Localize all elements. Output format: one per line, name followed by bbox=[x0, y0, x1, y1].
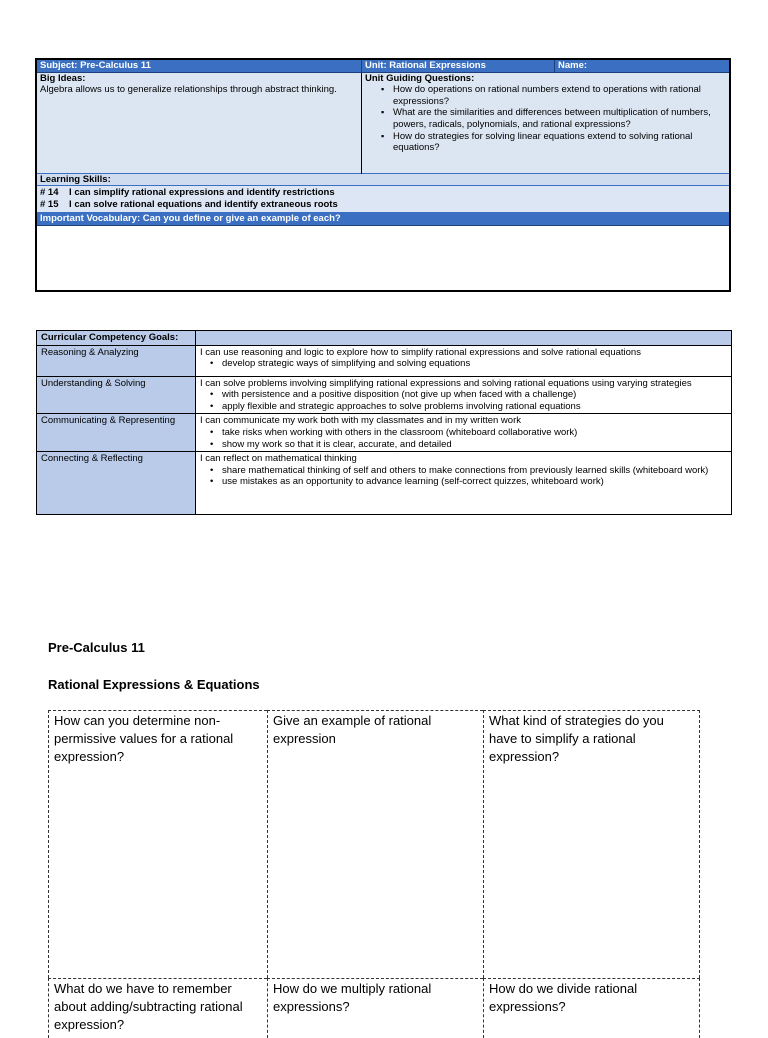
table-row bbox=[37, 345, 732, 376]
table-row bbox=[37, 376, 732, 414]
question-box[interactable] bbox=[267, 978, 483, 1038]
question-text: What kind of strategies do you have to simplify a rational expression? bbox=[489, 713, 664, 764]
vocab-area bbox=[36, 225, 730, 291]
guiding-questions-label: Unit Guiding Questions: bbox=[365, 72, 475, 84]
row-label: Communicating & Representing bbox=[37, 414, 196, 452]
row-bullet: • take risks when working with others in the classroom (whiteboard collaborative work) bbox=[210, 427, 727, 439]
unit-info-table bbox=[35, 58, 731, 292]
row-label: Connecting & Reflecting bbox=[37, 452, 196, 515]
guiding-question: ▪ How do strategies for solving linear equations extend to solving rational equations? bbox=[381, 131, 726, 154]
big-ideas-text: Algebra allows us to generalize relationships through abstract thinking. bbox=[40, 84, 337, 96]
row-bullet: • apply flexible and strategic approaches to solve problems involving rational equations bbox=[210, 401, 727, 413]
row-bullet: • share mathematical thinking of self and others to make connections from previously learned skills (whiteboard work) bbox=[210, 465, 727, 477]
row-bullet: • develop strategic ways of simplifying and solving equations bbox=[210, 358, 727, 370]
row-text: I can solve problems involving simplifying rational expressions and solving rational equations using varying strategies bbox=[200, 377, 692, 389]
subject-cell: Subject: Pre-Calculus 11 bbox=[36, 59, 362, 72]
learning-skills-label: Learning Skills: bbox=[36, 173, 730, 186]
question-box[interactable] bbox=[483, 978, 700, 1038]
question-box[interactable] bbox=[48, 710, 267, 978]
row-content bbox=[196, 376, 732, 414]
row-text: I can use reasoning and logic to explore how to simplify rational expressions and solve rational equations bbox=[200, 346, 641, 358]
big-ideas-label: Big Ideas: bbox=[40, 72, 86, 84]
vocab-label: Important Vocabulary: Can you define or give an example of each? bbox=[36, 213, 730, 226]
question-box[interactable] bbox=[483, 710, 700, 978]
row-bullets bbox=[200, 465, 727, 488]
row-bullet: • show my work so that it is clear, accurate, and detailed bbox=[210, 439, 727, 451]
question-text: Give an example of rational expression bbox=[273, 713, 432, 746]
row-content bbox=[196, 452, 732, 515]
row-bullet: • with persistence and a positive disposition (not give up when faced with a challenge) bbox=[210, 389, 727, 401]
guiding-questions-cell bbox=[362, 72, 731, 173]
row-bullet: • use mistakes as an opportunity to advance learning (self-correct quizzes, whiteboard work) bbox=[210, 476, 727, 488]
course-title: Pre-Calculus 11 bbox=[48, 640, 145, 655]
guiding-question: ▪ How do operations on rational numbers extend to operations with rational expressions? bbox=[381, 84, 726, 107]
table-row bbox=[37, 452, 732, 515]
table-row bbox=[37, 414, 732, 452]
competency-header: Curricular Competency Goals: bbox=[37, 331, 196, 346]
guiding-question: ▪ What are the similarities and differences between multiplication of numbers, powers, radicals, polynomials, and rational expressions? bbox=[381, 107, 726, 130]
question-text: What do we have to remember about adding/subtracting rational expression? bbox=[54, 981, 243, 1032]
row-content bbox=[196, 414, 732, 452]
competency-header-blank bbox=[196, 331, 732, 346]
guiding-questions-list bbox=[365, 84, 726, 154]
question-text: How do we divide rational expressions? bbox=[489, 981, 638, 1014]
row-label: Understanding & Solving bbox=[37, 376, 196, 414]
row-content bbox=[196, 345, 732, 376]
row-bullets bbox=[200, 358, 727, 370]
question-box[interactable] bbox=[267, 710, 483, 978]
question-box[interactable] bbox=[48, 978, 267, 1038]
row-text: I can communicate my work both with my classmates and in my written work bbox=[200, 415, 521, 427]
section-title: Rational Expressions & Equations bbox=[48, 677, 260, 692]
row-text: I can reflect on mathematical thinking bbox=[200, 453, 357, 465]
question-text: How can you determine non-permissive values for a rational expression? bbox=[54, 713, 234, 764]
question-text: How do we multiply rational expressions? bbox=[273, 981, 432, 1014]
row-bullets bbox=[200, 389, 727, 412]
row-label: Reasoning & Analyzing bbox=[37, 345, 196, 376]
unit-cell: Unit: Rational Expressions bbox=[362, 59, 555, 72]
row-bullets bbox=[200, 427, 727, 450]
skills-cell bbox=[36, 186, 730, 213]
skill-item: # 15 I can solve rational equations and identify extraneous roots bbox=[40, 198, 338, 210]
competency-table bbox=[36, 330, 732, 515]
skill-item: # 14 I can simplify rational expressions and identify restrictions bbox=[40, 187, 335, 199]
name-cell: Name: bbox=[555, 59, 731, 72]
big-ideas-cell bbox=[36, 72, 362, 173]
